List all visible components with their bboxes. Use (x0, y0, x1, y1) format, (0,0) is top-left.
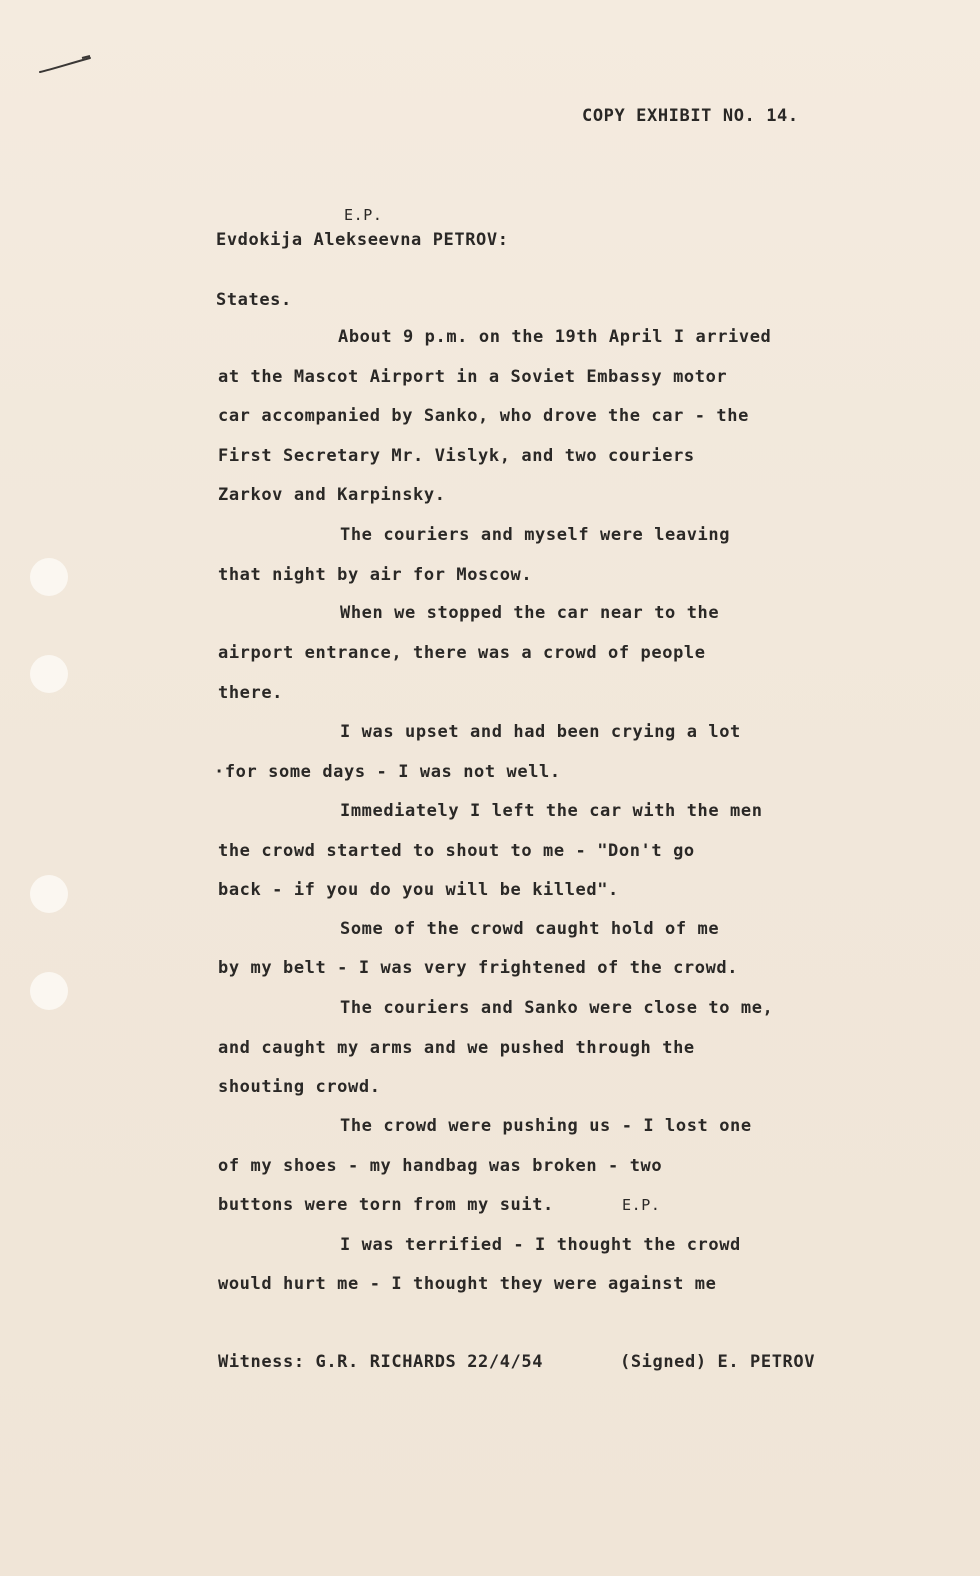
body-line: airport entrance, there was a crowd of people (218, 643, 706, 663)
body-line: at the Mascot Airport in a Soviet Embassy motor (218, 367, 728, 387)
body-line: there. (218, 683, 284, 703)
body-line: shouting crowd. (218, 1077, 381, 1097)
body-line: back - if you do you will be killed". (218, 880, 619, 900)
body-line: I was upset and had been crying a lot (340, 722, 741, 742)
body-line: First Secretary Mr. Vislyk, and two couriers (218, 446, 695, 466)
witness-line: Witness: G.R. RICHARDS 22/4/54 (218, 1352, 544, 1372)
states-heading: States. (216, 290, 292, 310)
punch-hole (30, 558, 68, 596)
initials-top: E.P. (344, 206, 383, 224)
body-line: Zarkov and Karpinsky. (218, 485, 446, 505)
body-line: the crowd started to shout to me - "Don't go (218, 841, 695, 861)
exhibit-number: COPY EXHIBIT NO. 14. (582, 106, 799, 126)
punch-hole (30, 875, 68, 913)
punch-hole (30, 655, 68, 693)
body-line: The couriers and myself were leaving (340, 525, 731, 545)
pen-stroke-mark (38, 52, 98, 82)
body-line: The crowd were pushing us - I lost one (340, 1116, 752, 1136)
body-line: Some of the crowd caught hold of me (340, 919, 720, 939)
body-line: The couriers and Sanko were close to me, (340, 998, 774, 1018)
signature-line: (Signed) E. PETROV (620, 1352, 816, 1372)
body-line: Immediately I left the car with the men (340, 801, 763, 821)
body-line: ·for some days - I was not well. (214, 762, 561, 782)
body-line: by my belt - I was very frightened of the crowd. (218, 958, 739, 978)
body-line: of my shoes - my handbag was broken - two (218, 1156, 663, 1176)
body-line: would hurt me - I thought they were against me (218, 1274, 717, 1294)
body-line: car accompanied by Sanko, who drove the car - the (218, 406, 749, 426)
initials-inline: E.P. (622, 1196, 661, 1214)
body-line: and caught my arms and we pushed through the (218, 1038, 695, 1058)
body-line: I was terrified - I thought the crowd (340, 1235, 741, 1255)
body-line: When we stopped the car near to the (340, 603, 720, 623)
punch-hole (30, 972, 68, 1010)
body-line: that night by air for Moscow. (218, 565, 533, 585)
body-line: About 9 p.m. on the 19th April I arrived (338, 327, 772, 347)
body-line: buttons were torn from my suit. (218, 1195, 554, 1215)
deponent-name: Evdokija Alekseevna PETROV: (216, 230, 509, 250)
